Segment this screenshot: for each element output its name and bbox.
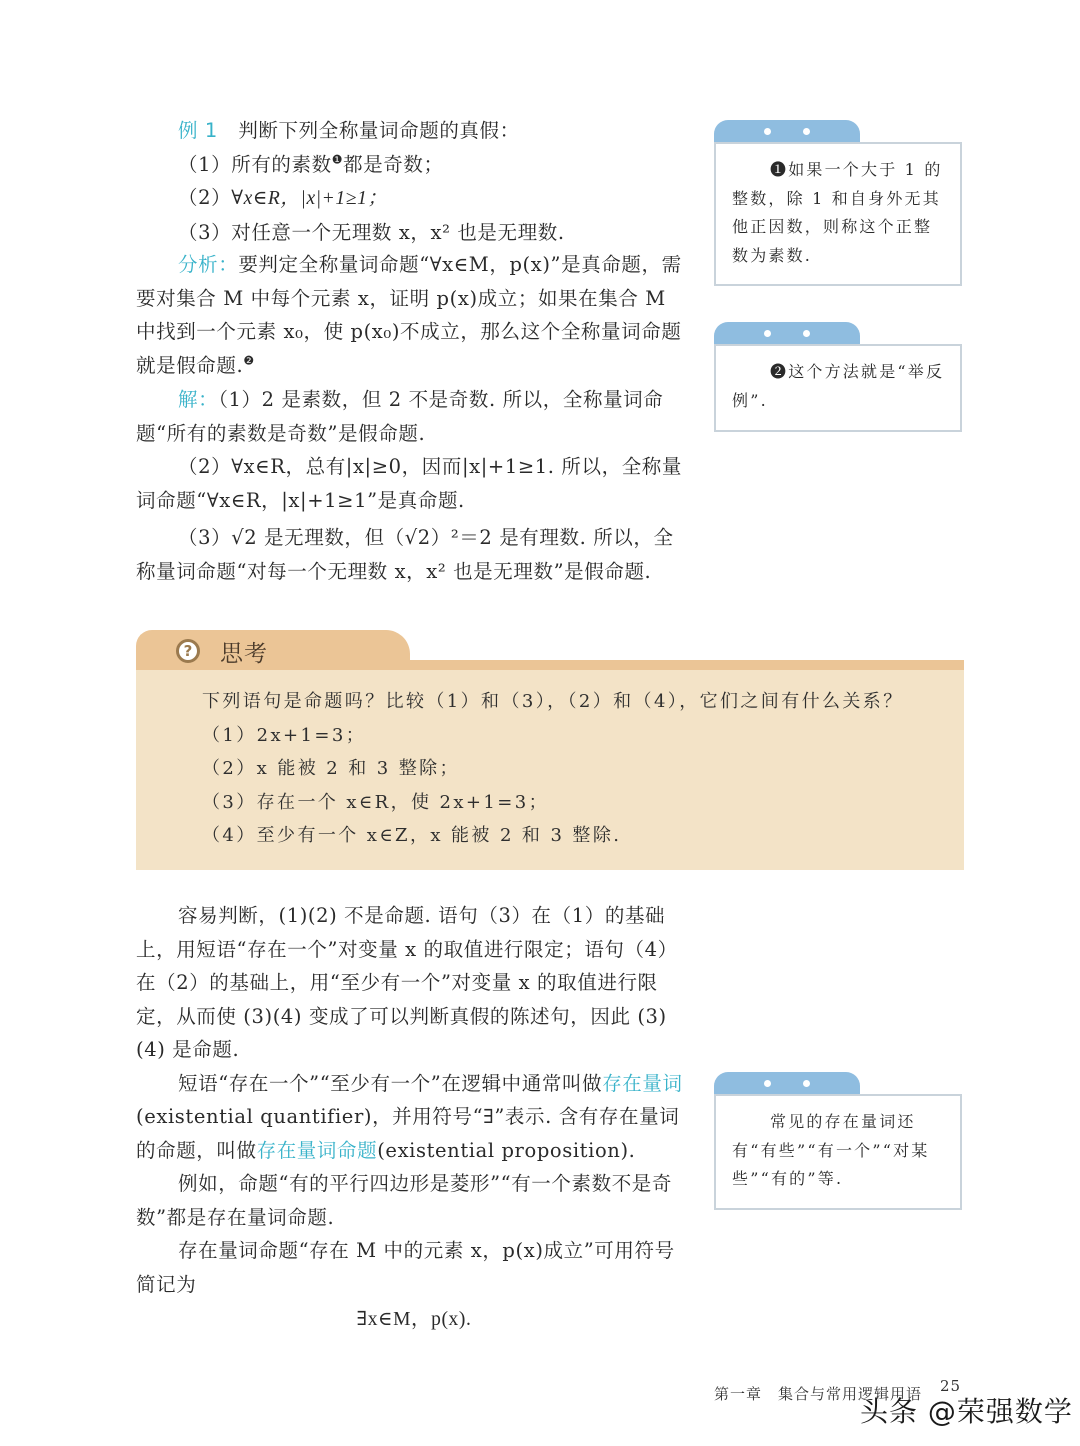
- side-note-1: [714, 120, 962, 286]
- body-text: [136, 899, 692, 1337]
- example-item-3: （3）对任意一个无理数 x，x² 也是无理数.: [178, 220, 565, 244]
- tab-dot-icon: [803, 1080, 810, 1087]
- solution: [136, 383, 692, 588]
- analysis-text: 要判定全称量词命题“∀x∈M，p(x)”是真命题，需要对集合 M 中每个元素 x，证明 p(x)成立；如果在集合 M 中找到一个元素 x₀，使 p(x₀)不成立，那么这个全称量词命题就是假命题.: [136, 253, 682, 377]
- side-note-2: [714, 322, 962, 432]
- paragraph-3: 例如，命题“有的平行四边形是菱形”“有一个素数不是奇数”都是存在量词命题.: [136, 1172, 673, 1229]
- note-text: 常见的存在量词还有“有些”“有一个”“对某些”“有的”等.: [732, 1112, 930, 1188]
- think-item-3: （3）存在一个 x∈R，使 2x+1=3；: [202, 791, 549, 813]
- tab-dot-icon: [764, 128, 771, 135]
- term-existential-proposition: 存在量词命题: [256, 1138, 378, 1162]
- note-box: [714, 344, 962, 432]
- note-tab: [714, 322, 860, 344]
- paragraph-2: 短语“存在一个”“至少有一个”在逻辑中通常叫做存在量词(existential quantifier)，并用符号“∃”表示. 含有存在量词的命题，叫做存在量词命题(existential proposition).: [136, 1071, 683, 1162]
- think-title: 思考: [220, 641, 268, 667]
- note-tab: [714, 120, 860, 142]
- question-icon: ?: [176, 639, 200, 663]
- formula: ∃x∈M，p(x).: [356, 1309, 472, 1330]
- think-body: [202, 685, 942, 853]
- example-item-1: （1）所有的素数$^❶$都是奇数；: [178, 152, 444, 176]
- term-existential-quantifier: 存在量词: [602, 1071, 683, 1095]
- example-label: 例 1: [178, 119, 218, 142]
- page-number: 25: [940, 1377, 962, 1395]
- solution-part-1: 解：（1）2 是素数，但 2 不是奇数. 所以，全称量词命题“所有的素数是奇数”是假命题.: [136, 388, 664, 445]
- note-box: [714, 1094, 962, 1210]
- example-title: 判断下列全称量词命题的真假：: [238, 119, 520, 142]
- analysis-label: 分析：: [178, 253, 239, 276]
- think-question: 下列语句是命题吗？比较（1）和（3），（2）和（4），它们之间有什么关系？: [202, 691, 904, 712]
- solution-part-3: （3）√2 是无理数，但（√2）²＝2 是有理数. 所以，全称量词命题“对每一个无理数 x，x² 也是无理数”是假命题.: [136, 526, 674, 583]
- note-tab: [714, 1072, 860, 1094]
- solution-label: 解：: [178, 388, 219, 411]
- tab-dot-icon: [803, 330, 810, 337]
- tab-dot-icon: [764, 1080, 771, 1087]
- paragraph-4: 存在量词命题“存在 M 中的元素 x，p(x)成立”可用符号简记为: [136, 1239, 675, 1296]
- note-text: ❷这个方法就是“举反例”.: [732, 362, 945, 410]
- example-item-2: （2）∀x∈R，|x|+1≥1；: [178, 186, 388, 209]
- analysis: [136, 248, 692, 382]
- footnote-mark-2[interactable]: ❷: [243, 353, 255, 367]
- tab-dot-icon: [803, 128, 810, 135]
- think-item-2: （2）x 能被 2 和 3 整除；: [202, 758, 460, 779]
- think-item-4: （4）至少有一个 x∈Z，x 能被 2 和 3 整除.: [202, 825, 622, 846]
- think-item-1: （1）2x+1=3；: [202, 724, 367, 746]
- watermark: 头条 @荣强数学: [860, 1395, 1073, 1428]
- note-box: [714, 142, 962, 286]
- note-text: ❶如果一个大于 1 的整数，除 1 和自身外无其他正因数，则称这个正整数为素数.: [732, 160, 943, 265]
- example-1: [136, 114, 692, 249]
- think-box: [136, 630, 964, 870]
- chapter-title: 第一章 集合与常用逻辑用语: [714, 1385, 923, 1403]
- side-note-3: [714, 1072, 962, 1210]
- paragraph-1: 容易判断，(1)(2) 不是命题. 语句（3）在（1）的基础上，用短语“存在一个”对变量 x 的取值进行限定；语句（4）在（2）的基础上，用“至少有一个”对变量 x 的取值进行限定，从而使 (3)(4) 变成了可以判断真假的陈述句，因此 (3)(4) 是命题.: [136, 904, 678, 1061]
- solution-part-2: （2）∀x∈R，总有|x|≥0，因而|x|+1≥1. 所以，全称量词命题“∀x∈R，|x|+1≥1”是真命题.: [136, 455, 682, 512]
- tab-dot-icon: [764, 330, 771, 337]
- footnote-mark-1[interactable]: ❶: [331, 152, 344, 166]
